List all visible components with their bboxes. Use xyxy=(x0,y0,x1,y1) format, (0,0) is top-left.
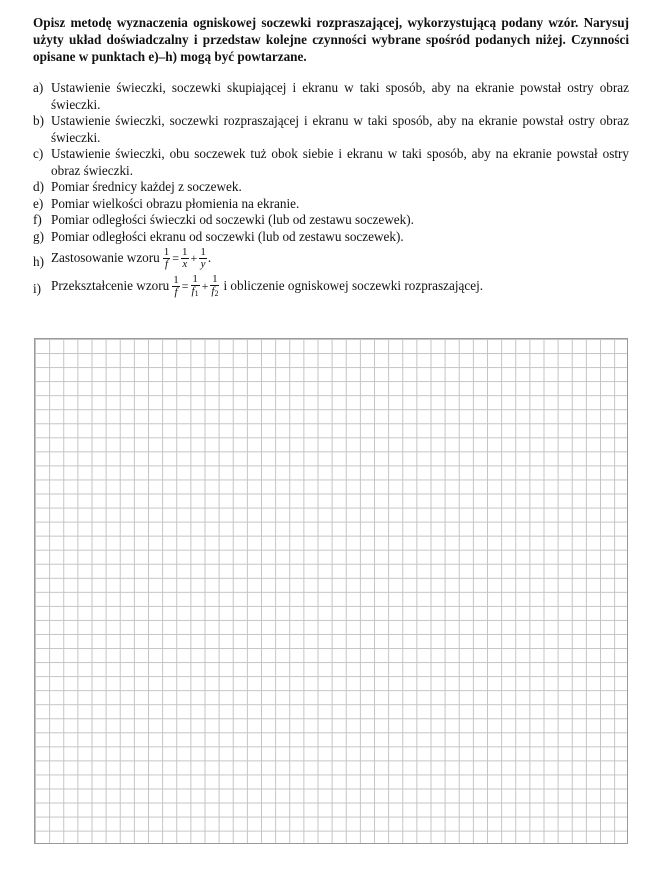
option-text: Ustawienie świeczki, obu soczewek tuż obok siebie i ekranu w taki sposób, aby na ekranie powstał ostry obraz świeczki. xyxy=(51,146,629,178)
fraction-1-over-f2: $\frac{1}{f_2}$ xyxy=(211,273,219,298)
task-instructions: Opisz metodę wyznaczenia ogniskowej soczewki rozpraszającej, wykorzystującą podany wzór. Narysuj użyty układ doświadczalny i przedstaw kolejne czynności wybrane spośród podanych niżej. Czynności opisane w punktach e)–h) mogą być powtarzane. xyxy=(33,15,629,64)
option-letter: h) xyxy=(33,254,44,269)
option-text: Ustawienie świeczki, soczewki rozpraszającej i ekranu w taki sposób, aby na ekranie powstał ostry obraz świeczki. xyxy=(51,113,629,145)
fraction-1-over-f: $\frac{1}{f}$ xyxy=(173,274,179,298)
plus-sign: + xyxy=(201,279,209,294)
equals-sign: = xyxy=(181,279,189,294)
option-letter: c) xyxy=(33,146,44,161)
option-d xyxy=(33,179,629,196)
option-letter: g) xyxy=(33,228,44,244)
fraction-1-over-y: $\frac{1}{y}$ xyxy=(200,246,206,270)
option-letter: a) xyxy=(33,80,44,95)
option-text: i obliczenie ogniskowej soczewki rozpraszającej. xyxy=(223,278,484,294)
option-text: Przekształcenie wzoru xyxy=(51,278,170,294)
option-a xyxy=(33,80,629,113)
option-letter: b) xyxy=(33,113,44,128)
option-letter: e) xyxy=(33,195,44,211)
option-text: Pomiar odległości ekranu od soczewki (lub od zestawu soczewek). xyxy=(51,228,404,244)
fraction-1-over-f1: $\frac{1}{f_1}$ xyxy=(191,273,199,298)
fraction-1-over-f: $\frac{1}{f}$ xyxy=(163,246,170,270)
formula-line xyxy=(51,247,629,270)
fraction-1-over-x: $\frac{1}{x}$ xyxy=(182,246,188,270)
option-text: Pomiar wielkości obrazu płomienia na ekranie. xyxy=(51,195,300,211)
answer-grid[interactable] xyxy=(34,338,628,844)
option-text: Pomiar odległości świeczki od soczewki (lub od zestawu soczewek). xyxy=(51,212,414,227)
option-i xyxy=(33,274,629,299)
options-list xyxy=(33,80,629,299)
option-e xyxy=(33,196,629,213)
option-f xyxy=(33,212,629,229)
option-g xyxy=(33,229,629,246)
option-letter: i) xyxy=(33,281,42,296)
plus-sign: + xyxy=(190,251,198,266)
option-text: Zastosowanie wzoru xyxy=(51,250,160,266)
period: . xyxy=(207,250,212,266)
option-text: Ustawienie świeczki, soczewki skupiającej i ekranu w taki sposób, aby na ekranie powstał ostry obraz świeczki. xyxy=(51,80,629,112)
option-b xyxy=(33,113,629,146)
option-text: Pomiar średnicy każdej z soczewek. xyxy=(51,179,242,194)
option-h xyxy=(33,247,629,270)
option-letter: f) xyxy=(33,212,42,227)
equals-sign: = xyxy=(172,251,180,266)
option-letter: d) xyxy=(33,179,44,194)
option-c xyxy=(33,146,629,179)
formula-line xyxy=(51,274,629,299)
